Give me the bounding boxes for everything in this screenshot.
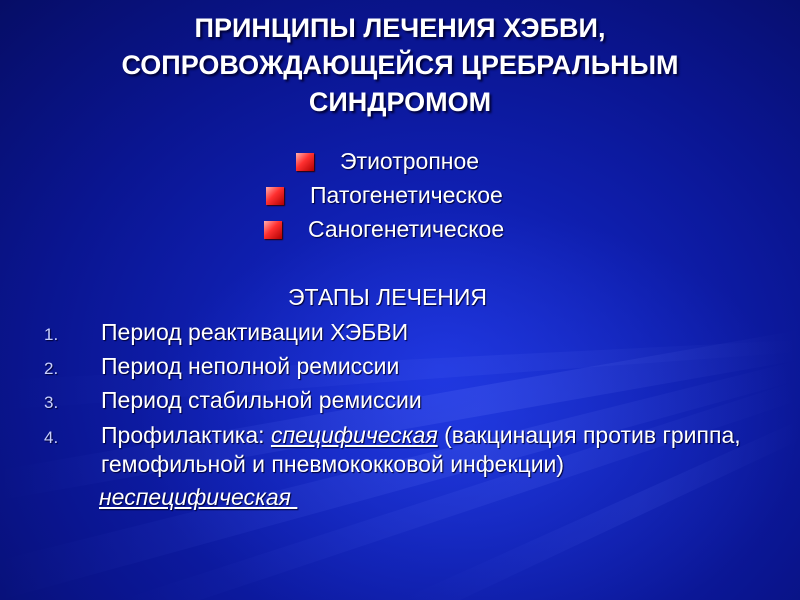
stage-text — [101, 421, 791, 479]
title-line-2: СОПРОВОЖДАЮЩЕЙСЯ ЦРЕБРАЛЬНЫМ — [121, 50, 679, 80]
principle-item — [266, 182, 503, 209]
stage-text: Период реактивации ХЭБВИ — [101, 319, 409, 345]
title-line-1: ПРИНЦИПЫ ЛЕЧЕНИЯ ХЭБВИ, — [194, 13, 606, 43]
principle-item — [264, 216, 504, 243]
stage-number: 4. — [44, 428, 59, 447]
principle-item — [296, 148, 479, 175]
prophylaxis-details: (вакцинация против гриппа, гемофильной и пневмококковой инфекции) — [101, 422, 741, 477]
principle-label: Саногенетическое — [308, 216, 505, 242]
stage-number: 3. — [44, 393, 59, 412]
specific-prophylaxis: специфическая — [270, 422, 438, 448]
stage-number: 1. — [44, 325, 59, 344]
principle-label: Патогенетическое — [310, 182, 503, 208]
prophylaxis-prefix: Профилактика: — [101, 422, 271, 448]
title-line-3: СИНДРОМОМ — [308, 87, 492, 117]
slide-title — [40, 10, 760, 121]
red-square-bullet-icon — [266, 187, 284, 205]
stages-heading: ЭТАПЫ ЛЕЧЕНИЯ — [288, 284, 488, 310]
red-square-bullet-icon — [296, 153, 314, 171]
principle-label: Этиотропное — [340, 148, 480, 174]
red-square-bullet-icon — [264, 221, 282, 239]
stage-text: Период неполной ремиссии — [101, 353, 400, 379]
stage-number: 2. — [44, 359, 59, 378]
stage-text: Период стабильной ремиссии — [101, 387, 422, 413]
nonspecific-prophylaxis: неспецифическая — [99, 484, 298, 510]
